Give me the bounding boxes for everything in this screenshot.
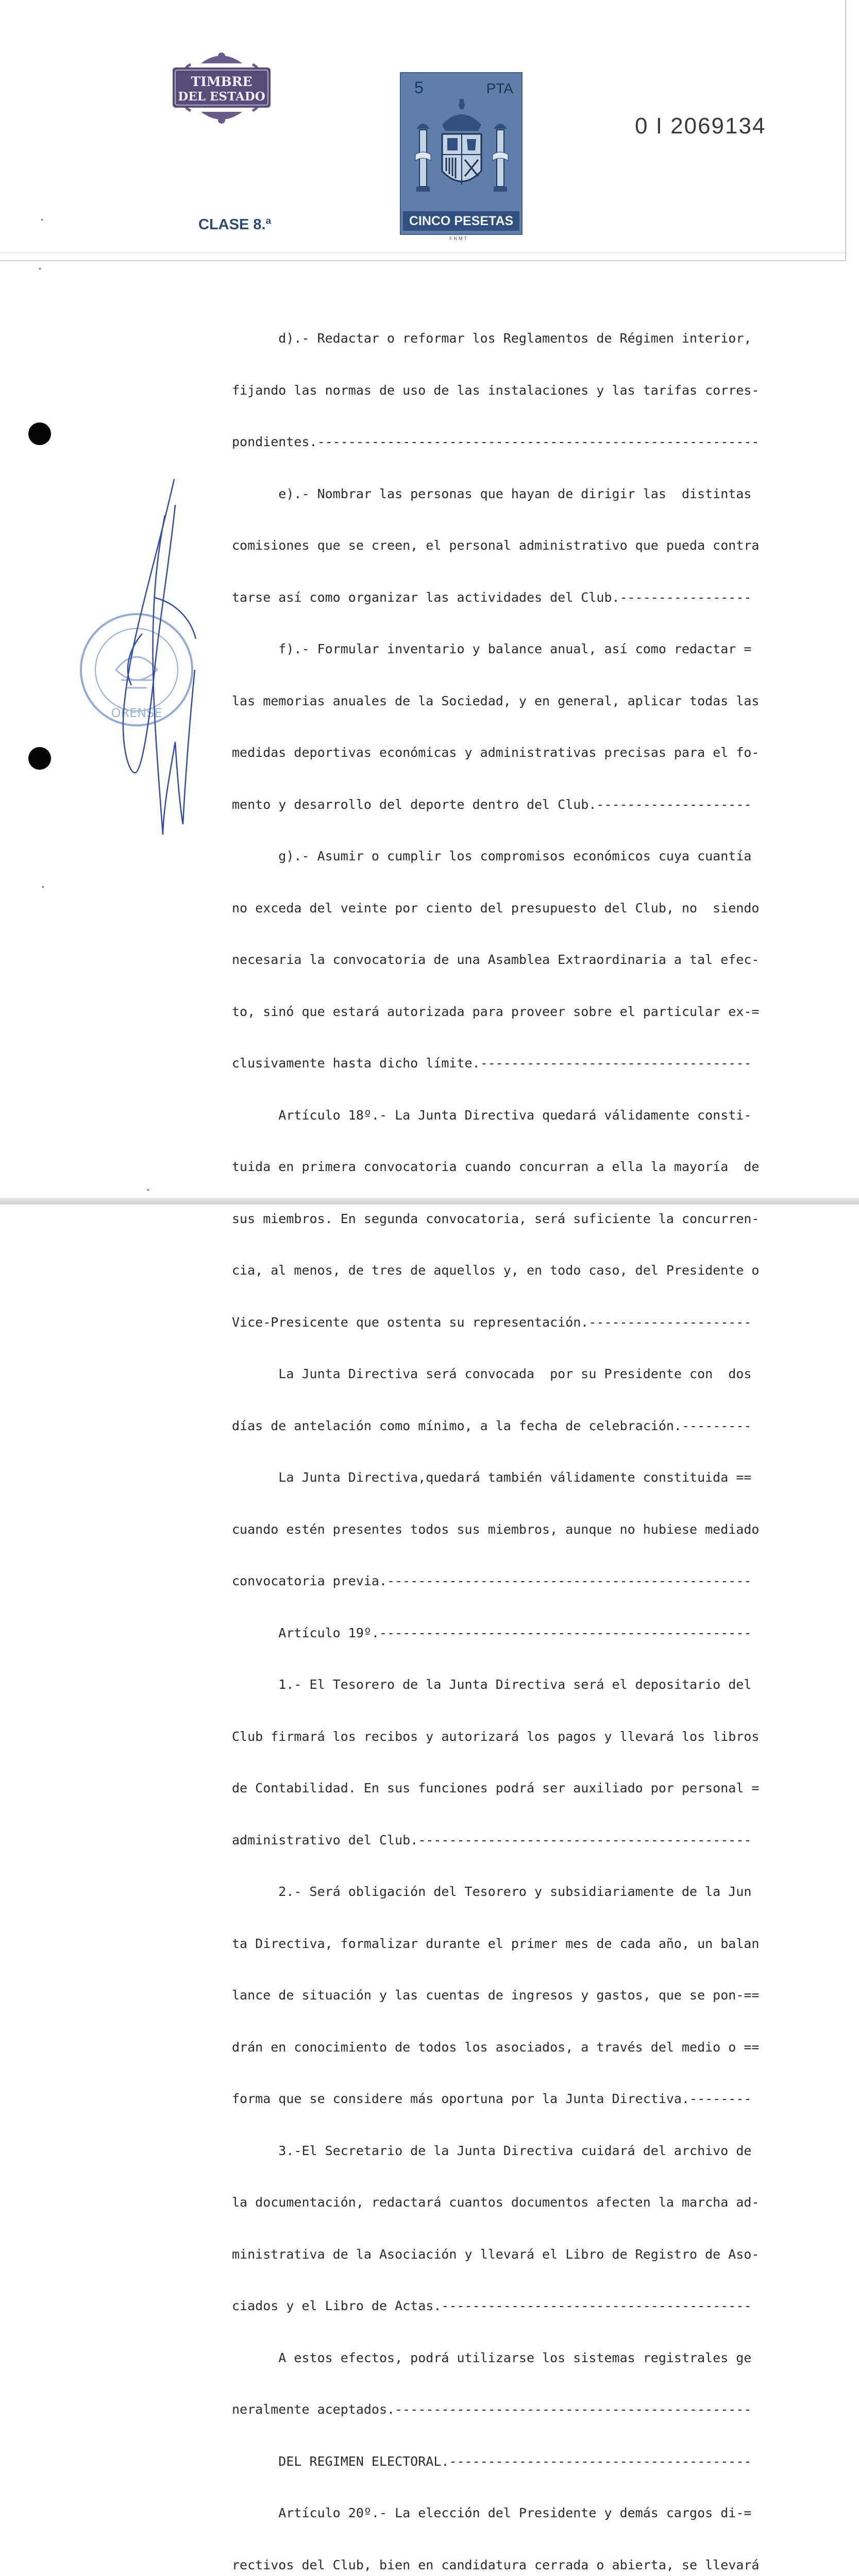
text-line: administrativo del Club.------------------------------------------- <box>232 1832 752 1848</box>
text-line: días de antelación como mínimo, a la fecha de celebración.--------- <box>232 1418 752 1433</box>
binder-hole-top <box>28 422 51 445</box>
speck <box>147 1189 149 1191</box>
text-line: tuida en primera convocatoria cuando concurran a ella la mayoría de <box>232 1159 760 1174</box>
document-body <box>232 295 819 2576</box>
speck <box>39 268 41 269</box>
scan-edge <box>0 1198 859 1205</box>
text-line: drán en conocimiento de todos los asociados, a través del medio o == <box>232 2039 760 2055</box>
stamp-unit: PTA <box>486 80 513 96</box>
section-heading-regimen-electoral: DEL REGIMEN ELECTORAL.--------------------------------------- <box>232 2453 752 2469</box>
text-line: comisiones que se creen, el personal administrativo que pueda contra <box>232 538 760 553</box>
article-19-heading: Artículo 19º.------------------------------------------------ <box>232 1625 752 1640</box>
text-line: medidas deportivas económicas y administrativas precisas para el fo- <box>232 745 760 760</box>
text-line: 2.- Será obligación del Tesorero y subsidiariamente de la Jun <box>232 1884 752 1899</box>
coat-of-arms-icon <box>410 94 513 207</box>
timbre-line2: DEL ESTADO <box>178 90 265 104</box>
text-line: Vice-Presicente que ostenta su representación.--------------------- <box>232 1314 752 1330</box>
text-line: rectivos del Club, bien en candidatura cerrada o abierta, se llevará <box>232 2557 760 2572</box>
speck <box>42 886 44 888</box>
text-line: lance de situación y las cuentas de ingresos y gastos, que se pon-== <box>232 1988 760 2003</box>
stamp-value: 5 <box>414 78 424 97</box>
text-line: cia, al menos, de tres de aquellos y, en todo caso, del Presidente o <box>232 1263 760 1278</box>
text-line: pondientes.--------------------------------------------------------- <box>232 434 760 449</box>
text-line: mento y desarrollo del deporte dentro del Club.-------------------- <box>232 796 752 812</box>
text-line: d).- Redactar o reformar los Reglamentos de Régimen interior, <box>232 331 752 346</box>
text-line: to, sinó que estará autorizada para proveer sobre el particular ex-= <box>232 1004 760 1019</box>
text-line: A estos efectos, podrá utilizarse los sistemas registrales ge <box>232 2350 752 2365</box>
timbre-del-estado-emblem <box>170 49 273 126</box>
clase-label: CLASE 8.ª <box>198 216 272 233</box>
text-line: g).- Asumir o cumplir los compromisos económicos cuya cuantía <box>232 849 752 863</box>
text-line: La Junta Directiva será convocada por su Presidente con dos <box>232 1366 752 1381</box>
text-line: convocatoria previa.----------------------------------------------- <box>232 1573 752 1588</box>
text-line: de Contabilidad. En sus funciones podrá ser auxiliado por personal = <box>232 1781 760 1795</box>
text-line: necesaria la convocatoria de una Asamblea Extraordinaria a tal efec- <box>232 952 760 967</box>
fnmt-mark: FNMT <box>449 236 468 241</box>
stamp-text: CINCO PESETAS <box>403 211 519 231</box>
text-line: no exceda del veinte por ciento del presupuesto del Club, no siendo <box>232 900 760 916</box>
text-line: neralmente aceptados.---------------------------------------------- <box>232 2402 752 2417</box>
text-line: las memorias anuales de la Sociedad, y en general, aplicar todas las <box>232 693 760 708</box>
text-line: f).- Formular inventario y balance anual, así como redactar = <box>232 641 752 656</box>
speck <box>41 219 43 221</box>
text-line: sus miembros. En segunda convocatoria, será suficiente la concurren- <box>232 1211 760 1226</box>
text-line: La Junta Directiva,quedará también válidamente constituida == <box>232 1470 752 1485</box>
fold-line <box>0 252 845 253</box>
text-line: fijando las normas de uso de las instalaciones y las tarifas corres- <box>232 382 760 398</box>
notary-seal-icon <box>81 614 192 725</box>
text-line: Club firmará los recibos y autorizará los pagos y llevará los libros <box>232 1728 760 1744</box>
binder-hole-bottom <box>28 747 51 770</box>
text-line: tarse así como organizar las actividades del Club.----------------- <box>232 589 752 605</box>
article-18-heading: Artículo 18º.- La Junta Directiva quedará válidamente consti- <box>232 1107 752 1123</box>
text-line: la documentación, redactará cuantos documentos afecten la marcha ad- <box>232 2195 760 2210</box>
postage-stamp-5-pta <box>400 72 523 235</box>
text-line: 1.- El Tesorero de la Junta Directiva será el depositario del <box>232 1677 752 1692</box>
text-line: e).- Nombrar las personas que hayan de dirigir las distintas <box>232 486 752 501</box>
text-line: ciados y el Libro de Actas.---------------------------------------- <box>232 2298 752 2313</box>
text-line: cuando estén presentes todos sus miembros, aunque no hubiese mediado <box>232 1521 760 1537</box>
article-20-heading: Artículo 20º.- La elección del Presidente y demás cargos di-= <box>232 2505 752 2520</box>
text-line: 3.-El Secretario de la Junta Directiva cuidará del archivo de <box>232 2143 752 2158</box>
text-line: ta Directiva, formalizar durante el primer mes de cada año, un balan <box>232 1936 760 1951</box>
text-line: clusivamente hasta dicho límite.----------------------------------- <box>232 1056 752 1071</box>
seal-city: ORENSE <box>111 706 162 720</box>
timbre-emblem-icon <box>170 49 273 126</box>
text-line: forma que se considere más oportuna por la Junta Directiva.-------- <box>232 2091 752 2106</box>
timbre-line1: TIMBRE <box>191 74 252 89</box>
handwritten-signature-icon <box>123 479 196 835</box>
text-line: ministrativa de la Asociación y llevará el Libro de Registro de Aso- <box>232 2246 760 2262</box>
serial-number: 0 I 2069134 <box>635 113 766 139</box>
